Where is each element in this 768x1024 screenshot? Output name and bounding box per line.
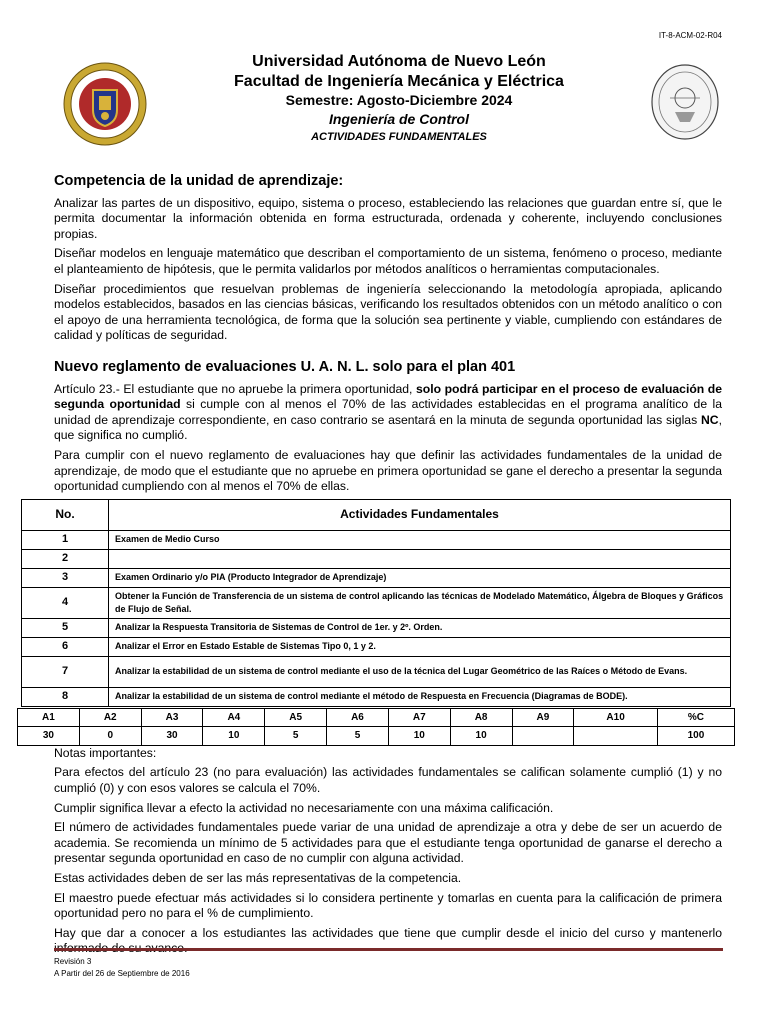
footer-divider (54, 948, 723, 951)
notes-title: Notas importantes: (54, 745, 157, 760)
percentage-header: A10 (574, 708, 658, 727)
activity-number: 1 (22, 530, 109, 549)
table-row (22, 687, 731, 706)
notes-section (54, 746, 722, 957)
competencia-paragraph-1: Analizar las partes de un dispositivo, equipo, sistema o proceso, estableciendo las relaciones que guardan entre sí, que le permita documentar la información obtenida en forma estructurada, ordenada y coherente, incluyendo conclusiones propias. (54, 195, 722, 241)
document-subtitle: ACTIVIDADES FUNDAMENTALES (311, 131, 487, 143)
activity-number: 3 (22, 568, 109, 587)
percentage-header: A6 (327, 708, 389, 727)
percentage-value: 10 (388, 727, 450, 746)
article-text-nc: NC (701, 412, 719, 427)
table-row (22, 618, 731, 637)
activity-text: Analizar el Error en Estado Estable de Sistemas Tipo 0, 1 y 2. (109, 637, 731, 656)
course-name: Ingeniería de Control (328, 111, 469, 127)
percentage-value (512, 727, 574, 746)
percentage-value (574, 727, 658, 746)
footer (54, 956, 190, 980)
percentage-header: A1 (18, 708, 80, 727)
percentage-header: A2 (79, 708, 141, 727)
activity-text: Examen de Medio Curso (109, 530, 731, 549)
percentage-header: A7 (388, 708, 450, 727)
percentage-value: 0 (79, 727, 141, 746)
article-text-bold: solo podrá participar en el proceso de evaluación de segunda oportunidad (54, 381, 722, 412)
percentage-header: A4 (203, 708, 265, 727)
semester: Semestre: Agosto-Diciembre 2024 (285, 92, 513, 108)
activity-number: 4 (22, 587, 109, 618)
table-row (22, 530, 731, 549)
percentage-value: 30 (18, 727, 80, 746)
revision-label: Revisión 3 (54, 957, 92, 966)
competencia-title: Competencia de la unidad de aprendizaje: (54, 173, 344, 189)
revision-date: A Partir del 26 de Septiembre de 2016 (54, 969, 190, 978)
note-item: Para efectos del artículo 23 (no para evaluación) las actividades fundamentales se califican solamente cumplió (1) y no cumplió (0) y con esos valores se calcula el 70%. (54, 765, 722, 796)
faculty-name: Facultad de Ingeniería Mecánica y Eléctrica (234, 73, 564, 90)
percentage-value: 5 (265, 727, 327, 746)
article-23-paragraph (54, 382, 722, 444)
table-row (22, 637, 731, 656)
percentage-value-row (18, 727, 735, 746)
note-item: Estas actividades deben de ser las más representativas de la competencia. (54, 871, 462, 886)
activity-number: 5 (22, 618, 109, 637)
document-id: IT-8-ACM-02-R04 (658, 31, 722, 40)
percentage-value: 30 (141, 727, 203, 746)
table-row (22, 549, 731, 568)
activity-number: 2 (22, 549, 109, 568)
reglamento-paragraph-2: Para cumplir con el nuevo reglamento de evaluaciones hay que definir las actividades fundamentales de la unidad de aprendizaje, de modo que el estudiante que no apruebe en primera oportunidad se gane el derecho a presentar la segunda oportunidad cumpliendo con al menos el 70% de ellas. (54, 447, 722, 494)
percentage-header: %C (657, 708, 734, 727)
table-row (22, 587, 731, 618)
percentage-header: A9 (512, 708, 574, 727)
percentage-value: 10 (203, 727, 265, 746)
note-item: El número de actividades fundamentales puede variar de una unidad de aprendizaje a otra y debe de ser un acuerdo de academia. Se recomienda un mínimo de 5 actividades para que el estudiante tenga oportunidad de ganarse el derecho a presentar segunda oportunidad en caso de no cumplir con alguna actividad. (54, 820, 722, 866)
percentage-value: 100 (657, 727, 734, 746)
note-item: Hay que dar a conocer a los estudiantes las actividades que tiene que cumplir desde el inicio del curso y mantenerlo (54, 925, 722, 940)
article-text-a: Artículo 23.- El estudiante que no apruebe la primera oportunidad, (54, 381, 416, 396)
column-header-activities: Actividades Fundamentales (109, 499, 731, 530)
activity-number: 7 (22, 656, 109, 687)
activity-text: Examen Ordinario y/o PIA (Producto Integrador de Aprendizaje) (109, 568, 731, 587)
activity-text: Analizar la Respuesta Transitoria de Sistemas de Control de 1er. y 2º. Orden. (109, 618, 731, 637)
activity-number: 8 (22, 687, 109, 706)
activity-text: Analizar la estabilidad de un sistema de control mediante el uso de la técnica del Lugar Geométrico de las Raíces o Método de Evans. (109, 656, 731, 687)
reglamento-title: Nuevo reglamento de evaluaciones U. A. N. L. solo para el plan 401 (54, 358, 516, 375)
table-row (22, 656, 731, 687)
competencia-paragraph-2: Diseñar modelos en lenguaje matemático que describan el comportamiento de un sistema, fenómeno o proceso, mediante el planteamiento de hipótesis, que le permita validarlos por métodos analíticos o herramientas computacionales. (54, 246, 722, 276)
activity-text: Obtener la Función de Transferencia de un sistema de control aplicando las técnicas de Modelado Matemático, Álgebra de Bloques y Gráficos de Flujo de Señal. (109, 587, 731, 618)
activity-text: Analizar la estabilidad de un sistema de control mediante el método de Respuesta en Frecuencia (Diagramas de BODE). (109, 687, 731, 706)
activity-number: 6 (22, 637, 109, 656)
note-item: Cumplir significa llevar a efecto la actividad no necesariamente con una máxima calificación. (54, 800, 554, 815)
note-item: El maestro puede efectuar más actividades si lo considera pertinente y tomarlas en cuenta para la calificación de primera oportunidad pero no para el % de cumplimiento. (54, 890, 722, 921)
article-text-c: si cumple con al menos el 70% de las actividades establecidas en el programa analítico de la unidad de aprendizaje correspondiente, en caso contrario se asentará en la minuta de segunda oportunidad las siglas (54, 397, 723, 427)
percentage-header: A8 (450, 708, 512, 727)
table-row (22, 568, 731, 587)
percentage-header: A5 (265, 708, 327, 727)
percentage-table (17, 708, 735, 746)
activities-table (21, 499, 731, 707)
uanl-seal-logo (63, 62, 147, 146)
fime-seal-logo (650, 62, 720, 146)
competencia-paragraph-3: Diseñar procedimientos que resuelvan problemas de ingeniería seleccionando la metodología apropiada, aplicando modelos establecidos, basados en las ciencias básicas, verificando los resultados obtenidos con un método analítico o con el apoyo de una herramienta tecnológica, de forma que la solución sea pertinente y viable, cumpliendo con estándares de calidad y políticas de seguridad. (54, 281, 722, 343)
percentage-header-row (18, 708, 735, 727)
column-header-no: No. (22, 499, 109, 530)
percentage-value: 5 (327, 727, 389, 746)
university-name: Universidad Autónoma de Nuevo León (252, 53, 546, 70)
percentage-value: 10 (450, 727, 512, 746)
article-text-e: , que significa no cumplió. (54, 412, 722, 443)
percentage-header: A3 (141, 708, 203, 727)
activity-text (109, 549, 731, 568)
